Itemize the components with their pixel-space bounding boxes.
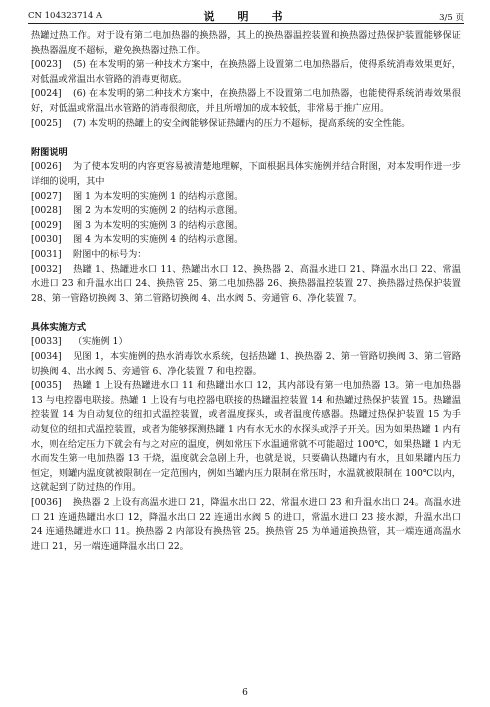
section-title-figures: 附图说明 [31, 146, 68, 158]
paragraph-text: 换热器 2 上设有高温水进口 21，降温水出口 22、常温水进口 23 和升温水出口 24。高温水进口 21 连通热罐出水口 12，降温水出口 22 连通出水阀 5 的进口，常温水进口 23 接水源，升温水出口 24 连通热罐进水口 11。换热器 2 内部设有换热管 25。换热管 25 为单通道换热管，其一端连通高温水进口 21，另一端连通降温水出口 22。 [31, 497, 461, 552]
paragraph-text: 图 2 为本发明的实施例 2 的结构示意图。 [73, 205, 244, 217]
paragraph-number: [0028] [31, 205, 62, 217]
section-title-embodiments: 具体实施方式 [31, 321, 87, 333]
paragraph-number: [0031] [31, 248, 62, 260]
page-indicator: 3/5 页 [439, 13, 464, 23]
document-body [31, 29, 461, 554]
paragraph-text: 热罐过热工作。对于设有第二电加热器的换热器，其上的换热器温控装置和换热器过热保护装置能够保证换热器温度不超标，避免换热器过热工作。 [31, 30, 461, 56]
paragraph-text: (5) 在本发明的第一种技术方案中，在换热器上设置第二电加热器后，使得系统消毒效果更好，对低温或常温出水管路的消毒更彻底。 [31, 59, 461, 85]
page-header [28, 8, 464, 24]
paragraph-0030 [31, 233, 461, 248]
paragraph-number: [0029] [31, 219, 62, 231]
section-spacer [31, 131, 461, 146]
page-number: 6 [242, 688, 248, 698]
paragraph-number: [0034] [31, 351, 62, 363]
paragraph-0026 [31, 160, 461, 189]
paragraph-0032 [31, 263, 461, 307]
paragraph-text: 为了使本发明的内容更容易被清楚地理解，下面根据具体实施例并结合附图，对本发明作进一步详细的说明，其中 [31, 161, 461, 187]
header-divider [28, 23, 464, 24]
paragraph-0027 [31, 190, 461, 205]
paragraph-0028 [31, 204, 461, 219]
paragraph-0031 [31, 248, 461, 263]
paragraph-text: 图 3 为本发明的实施例 3 的结构示意图。 [73, 219, 244, 231]
paragraph-0025 [31, 117, 461, 132]
paragraph-number: [0026] [31, 161, 62, 173]
paragraph-number: [0027] [31, 190, 62, 202]
paragraph-0036 [31, 496, 461, 554]
paragraph-text: （实施例 1） [73, 336, 128, 348]
paragraph-text: (7) 本发明的热罐上的安全阀能够保证热罐内的压力不超标，提高系统的安全性能。 [73, 117, 411, 129]
document-title: 说 明 书 [203, 10, 289, 23]
paragraph-0034 [31, 350, 461, 379]
paragraph-text: 图 4 为本发明的实施例 4 的结构示意图。 [73, 234, 244, 246]
paragraph-0024 [31, 87, 461, 116]
paragraph-text: 图 1 为本发明的实施例 1 的结构示意图。 [73, 190, 244, 202]
paragraph-number: [0024] [31, 88, 62, 100]
paragraph-text: 见图 1，本实施例的热水消毒饮水系统，包括热罐 1、换热器 2、第一管路切换阀 3、第二管路切换阀 4、出水阀 5、旁通管 6、净化装置 7 和电控器。 [31, 351, 461, 377]
paragraph-number: [0025] [31, 117, 62, 129]
paragraph-0033 [31, 335, 461, 350]
paragraph-text: 热罐 1 上设有热罐进水口 11 和热罐出水口 12，其内部设有第一电加热器 13。第一电加热器 13 与电控器电联接。热罐 1 上设有与电控器电联接的热罐温控装置 14 和热罐过热保护装置 15。热罐温控装置 14 为自动复位的纽扣式温控装置，或者温度探头，或者温度传感器。热罐过热保护装置 15 为手动复位的纽扣式温控装置，或者为能够探测热罐 1 内有水无水的水探头或浮子开关。因为如果热罐 1 内有水，则在给定压力下就会有与之对应的温度，例如常压下水温通常就不可能超过 100℃，如果热罐 1 内无水而发生第一电加热器 13 干烧，温度就会急剧上升，也就是说，只要确认热罐内有水，且如果罐内压力恒定，则罐内温度就被限制在一定范围内，例如当罐内压力限制在常压时，水温就被限制在 100℃以内，这就起到了防过热的作用。 [31, 380, 461, 494]
paragraph-text: 热罐 1、热罐进水口 11、热罐出水口 12、换热器 2、高温水进口 21、降温水出口 22、常温水进口 23 和升温水出口 24、换热管 25、第二电加热器 26、换热器温控装置 27、换热器过热保护装置 28、第一管路切换阀 3、第二管路切换阀 4、出水阀 5、旁通管 6、净化装置 7。 [31, 263, 461, 304]
paragraph-0023 [31, 58, 461, 87]
paragraph-0035 [31, 379, 461, 496]
paragraph-number: [0030] [31, 234, 62, 246]
paragraph-text: 附图中的标号为： [73, 248, 147, 260]
paragraph-0029 [31, 219, 461, 234]
paragraph-number: [0032] [31, 263, 62, 275]
paragraph-number: [0035] [31, 380, 62, 392]
publication-number: CN 104323714 A [28, 11, 103, 21]
section-spacer [31, 306, 461, 321]
paragraph-number: [0033] [31, 336, 62, 348]
paragraph-number: [0023] [31, 59, 62, 71]
paragraph-continuation [31, 29, 461, 58]
paragraph-text: (6) 在本发明的第二种技术方案中，在换热器上不设置第二电加热器，也能使得系统消毒效果很好，对低温或常温出水管路的消毒很彻底，并且所增加的成本较低，非常易于推广应用。 [31, 88, 461, 114]
paragraph-number: [0036] [31, 497, 62, 508]
